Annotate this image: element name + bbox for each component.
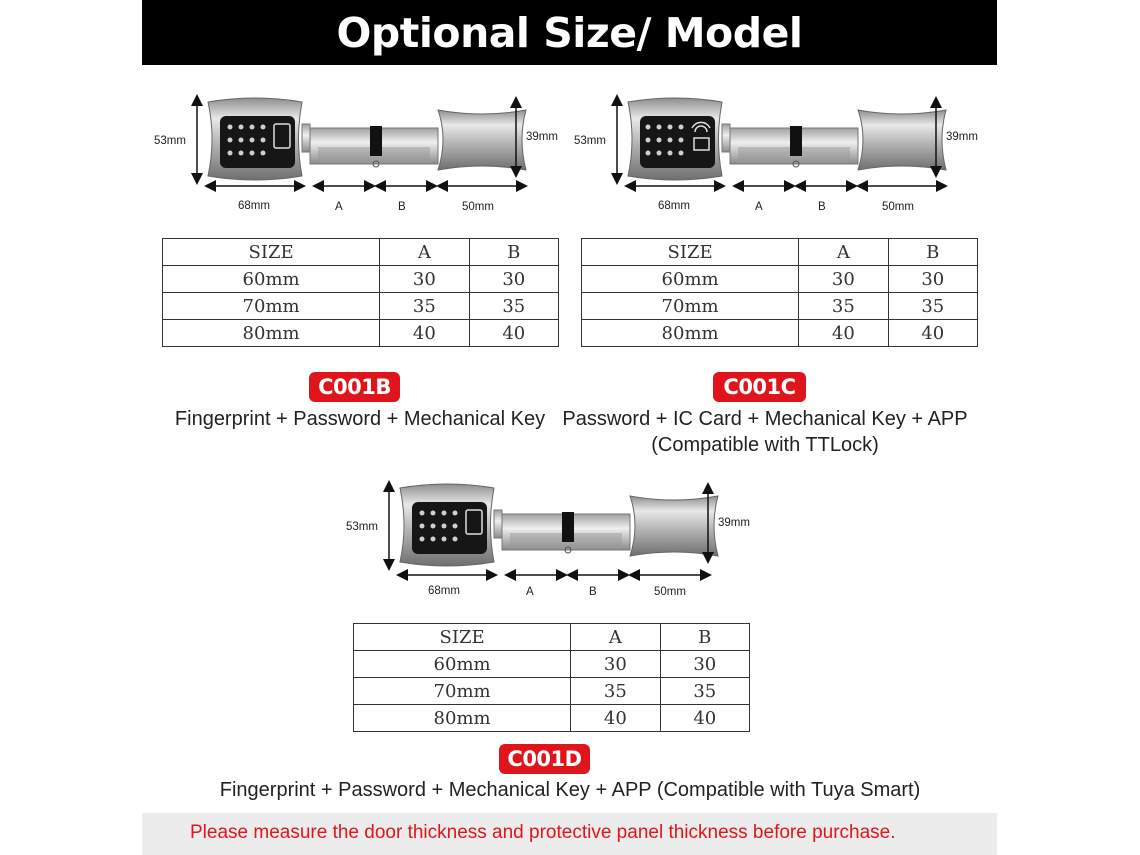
table-cell: 40	[380, 320, 469, 347]
table-cell: 35	[888, 293, 977, 320]
size-table-c001d	[353, 623, 750, 732]
table-row	[582, 266, 978, 293]
svg-text:68mm: 68mm	[238, 200, 270, 212]
features-c001c-line2: (Compatible with TTLock)	[651, 434, 879, 456]
features-c001c-line1: Password + IC Card + Mechanical Key + APP	[562, 408, 968, 430]
svg-text:53mm: 53mm	[574, 135, 606, 147]
table-row	[354, 705, 750, 732]
size-table-c001c	[581, 238, 978, 347]
table-header-cell: SIZE	[354, 624, 571, 651]
svg-text:39mm: 39mm	[718, 517, 750, 529]
svg-text:50mm: 50mm	[462, 201, 494, 213]
table-header-cell: B	[660, 624, 749, 651]
features-c001d: Fingerprint + Password + Mechanical Key + APP (Compatible with Tuya Smart)	[219, 779, 921, 801]
svg-text:68mm: 68mm	[428, 585, 460, 597]
table-cell: 35	[571, 678, 660, 705]
table-cell: 30	[380, 266, 469, 293]
table-header-cell: SIZE	[163, 239, 380, 266]
table-cell: 40	[660, 705, 749, 732]
size-table-c001b	[162, 238, 559, 347]
table-row	[354, 651, 750, 678]
table-cell: 80mm	[582, 320, 799, 347]
lock-diagram-c001b	[150, 92, 560, 217]
table-cell: 30	[571, 651, 660, 678]
svg-text:B: B	[398, 201, 406, 213]
table-row	[582, 320, 978, 347]
table-header-row	[163, 239, 559, 266]
table-cell: 35	[380, 293, 469, 320]
features-c001c	[560, 406, 970, 458]
svg-text:B: B	[589, 586, 597, 598]
table-cell: 80mm	[354, 705, 571, 732]
lock-diagram-c001d	[342, 478, 762, 603]
model-badge-c001c: C001C	[713, 372, 806, 402]
footer-note: Please measure the door thickness and protective panel thickness before purchase.	[190, 822, 896, 843]
table-header-cell: B	[469, 239, 558, 266]
svg-text:53mm: 53mm	[346, 521, 378, 533]
table-cell: 40	[469, 320, 558, 347]
table-header-row	[582, 239, 978, 266]
table-cell: 30	[888, 266, 977, 293]
svg-text:39mm: 39mm	[526, 131, 558, 143]
footer-banner	[142, 813, 997, 855]
lock-diagram-c001c	[570, 92, 980, 217]
svg-text:53mm: 53mm	[154, 135, 186, 147]
table-header-cell: A	[380, 239, 469, 266]
table-row	[163, 293, 559, 320]
model-badge-c001b: C001B	[309, 372, 400, 402]
svg-text:50mm: 50mm	[654, 586, 686, 598]
table-cell: 35	[469, 293, 558, 320]
table-cell: 35	[660, 678, 749, 705]
table-cell: 40	[571, 705, 660, 732]
table-row	[354, 678, 750, 705]
page-header	[142, 0, 997, 65]
table-header-cell: A	[799, 239, 888, 266]
model-badge-c001d: C001D	[499, 744, 590, 774]
table-cell: 70mm	[163, 293, 380, 320]
table-cell: 40	[799, 320, 888, 347]
table-header-row	[354, 624, 750, 651]
table-cell: 60mm	[163, 266, 380, 293]
table-cell: 30	[660, 651, 749, 678]
table-cell: 60mm	[582, 266, 799, 293]
table-header-cell: A	[571, 624, 660, 651]
table-cell: 80mm	[163, 320, 380, 347]
svg-text:A: A	[755, 201, 763, 213]
table-row	[163, 320, 559, 347]
table-cell: 30	[469, 266, 558, 293]
page-title: Optional Size/ Model	[336, 8, 803, 57]
svg-text:50mm: 50mm	[882, 201, 914, 213]
features-c001b: Fingerprint + Password + Mechanical Key	[174, 408, 546, 430]
table-cell: 60mm	[354, 651, 571, 678]
svg-text:B: B	[818, 201, 826, 213]
table-header-cell: SIZE	[582, 239, 799, 266]
table-header-cell: B	[888, 239, 977, 266]
svg-text:A: A	[526, 586, 534, 598]
table-cell: 30	[799, 266, 888, 293]
table-row	[582, 293, 978, 320]
svg-text:68mm: 68mm	[658, 200, 690, 212]
table-cell: 35	[799, 293, 888, 320]
table-cell: 70mm	[582, 293, 799, 320]
svg-text:A: A	[335, 201, 343, 213]
svg-text:39mm: 39mm	[946, 131, 978, 143]
table-cell: 70mm	[354, 678, 571, 705]
table-cell: 40	[888, 320, 977, 347]
table-row	[163, 266, 559, 293]
